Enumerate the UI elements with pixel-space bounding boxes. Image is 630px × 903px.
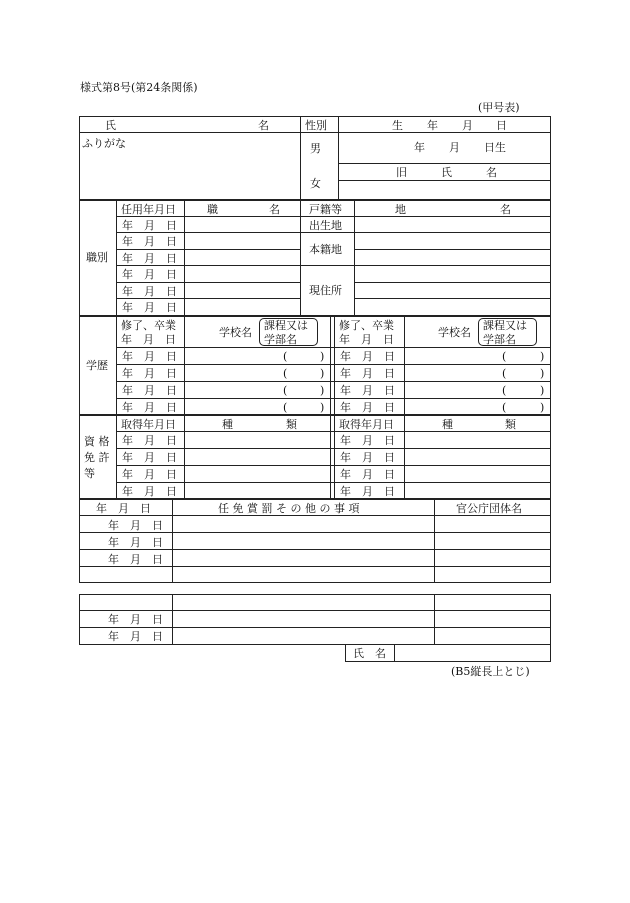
birthplace-label: 出生地 bbox=[309, 219, 342, 232]
paren-open: ( bbox=[283, 401, 288, 414]
qualification-label-1: 資 格 bbox=[84, 435, 110, 448]
old-name-2: 氏 bbox=[441, 166, 452, 179]
qualification-date-right: 年 月 日 bbox=[340, 434, 395, 447]
birth-header-3: 月 bbox=[462, 119, 473, 132]
birthdate-month: 月 bbox=[449, 141, 460, 154]
acquired-date-header: 取得年月日 bbox=[121, 418, 176, 431]
furigana-label: ふりがな bbox=[82, 137, 126, 150]
qualification-date: 年 月 日 bbox=[122, 434, 177, 447]
paren-close: ) bbox=[540, 384, 545, 397]
old-name-3: 名 bbox=[486, 166, 497, 179]
course-header-1-right: 課程又は bbox=[483, 319, 527, 332]
qualification-date: 年 月 日 bbox=[122, 468, 177, 481]
paren-open: ( bbox=[502, 401, 507, 414]
employment-date: 年 月 日 bbox=[122, 219, 177, 232]
employment-date: 年 月 日 bbox=[122, 301, 177, 314]
paren-open: ( bbox=[502, 384, 507, 397]
address-header-a: 地 bbox=[395, 203, 406, 216]
form-footnote: (B5縦長上とじ) bbox=[451, 665, 530, 678]
paren-open: ( bbox=[283, 367, 288, 380]
paren-open: ( bbox=[283, 384, 288, 397]
course-header-1: 課程又は bbox=[264, 319, 308, 332]
qualification-date-right: 年 月 日 bbox=[340, 468, 395, 481]
employment-date: 年 月 日 bbox=[122, 252, 177, 265]
birth-header-4: 日 bbox=[496, 119, 507, 132]
history-date-header: 年 月 日 bbox=[96, 502, 151, 515]
sex-header: 性別 bbox=[305, 119, 327, 132]
course-header-2-right: 学部名 bbox=[483, 333, 516, 346]
history-agency-header: 官公庁団体名 bbox=[456, 502, 522, 515]
kind-header-b: 類 bbox=[286, 418, 297, 431]
birth-header-2: 年 bbox=[427, 119, 438, 132]
qualification-date-right: 年 月 日 bbox=[340, 451, 395, 464]
history-date: 年 月 日 bbox=[108, 536, 163, 549]
course-header-2: 学部名 bbox=[264, 333, 297, 346]
paren-close: ) bbox=[320, 350, 325, 363]
sex-male: 男 bbox=[310, 142, 321, 155]
continuation-date: 年 月 日 bbox=[108, 630, 163, 643]
education-date-right: 年 月 日 bbox=[340, 401, 395, 414]
paren-close: ) bbox=[540, 350, 545, 363]
school-header: 学校名 bbox=[219, 326, 252, 339]
birthdate-year: 年 bbox=[414, 141, 425, 154]
qualification-date: 年 月 日 bbox=[122, 485, 177, 498]
birthdate-day: 日生 bbox=[484, 141, 506, 154]
school-header-right: 学校名 bbox=[438, 326, 471, 339]
qualification-date: 年 月 日 bbox=[122, 451, 177, 464]
name-header-right: 名 bbox=[258, 119, 269, 132]
paren-open: ( bbox=[502, 350, 507, 363]
education-date-right: 年 月 日 bbox=[340, 384, 395, 397]
paren-close: ) bbox=[540, 367, 545, 380]
kind-header-b-right: 類 bbox=[505, 418, 516, 431]
paren-open: ( bbox=[283, 350, 288, 363]
qualification-date-right: 年 月 日 bbox=[340, 485, 395, 498]
kind-header-a: 種 bbox=[222, 418, 233, 431]
paren-open: ( bbox=[502, 367, 507, 380]
history-date: 年 月 日 bbox=[108, 553, 163, 566]
kind-header-a-right: 種 bbox=[442, 418, 453, 431]
employment-date: 年 月 日 bbox=[122, 235, 177, 248]
graduation-header-1: 修了、卒業 bbox=[121, 319, 176, 332]
education-date: 年 月 日 bbox=[122, 384, 177, 397]
paren-close: ) bbox=[320, 401, 325, 414]
education-date: 年 月 日 bbox=[122, 350, 177, 363]
koseki-header: 戸籍等 bbox=[309, 203, 342, 216]
history-matter-header: 任 免 賞 罰 そ の 他 の 事 項 bbox=[218, 502, 360, 515]
continuation-date: 年 月 日 bbox=[108, 613, 163, 626]
paren-close: ) bbox=[320, 384, 325, 397]
qualification-label-2: 免 許 bbox=[84, 451, 110, 464]
job-header-b: 名 bbox=[269, 203, 280, 216]
old-name-1: 旧 bbox=[396, 166, 407, 179]
education-date-right: 年 月 日 bbox=[340, 367, 395, 380]
sex-female: 女 bbox=[310, 177, 321, 190]
paren-close: ) bbox=[540, 401, 545, 414]
employment-label: 職別 bbox=[86, 251, 108, 264]
address-header-b: 名 bbox=[500, 203, 511, 216]
employment-date: 年 月 日 bbox=[122, 268, 177, 281]
education-label: 学歴 bbox=[86, 359, 108, 372]
birth-header-1: 生 bbox=[392, 119, 403, 132]
education-date-right: 年 月 日 bbox=[340, 350, 395, 363]
education-date: 年 月 日 bbox=[122, 401, 177, 414]
appointment-date-header: 任用年月日 bbox=[121, 203, 176, 216]
job-header-a: 職 bbox=[207, 203, 218, 216]
honseki-label: 本籍地 bbox=[309, 243, 342, 256]
acquired-date-header-right: 取得年月日 bbox=[339, 418, 394, 431]
signature-label: 氏 名 bbox=[353, 647, 386, 660]
form-subtitle: (甲号表) bbox=[478, 101, 520, 114]
paren-close: ) bbox=[320, 367, 325, 380]
form-title: 様式第8号(第24条関係) bbox=[80, 81, 198, 94]
name-header-left: 氏 bbox=[105, 119, 116, 132]
current-address-label: 現住所 bbox=[309, 284, 342, 297]
graduation-header-2: 年 月 日 bbox=[121, 333, 176, 346]
qualification-label-3: 等 bbox=[84, 467, 95, 480]
history-date: 年 月 日 bbox=[108, 519, 163, 532]
graduation-header-1-right: 修了、卒業 bbox=[339, 319, 394, 332]
graduation-header-2-right: 年 月 日 bbox=[339, 333, 394, 346]
education-date: 年 月 日 bbox=[122, 367, 177, 380]
employment-date: 年 月 日 bbox=[122, 285, 177, 298]
